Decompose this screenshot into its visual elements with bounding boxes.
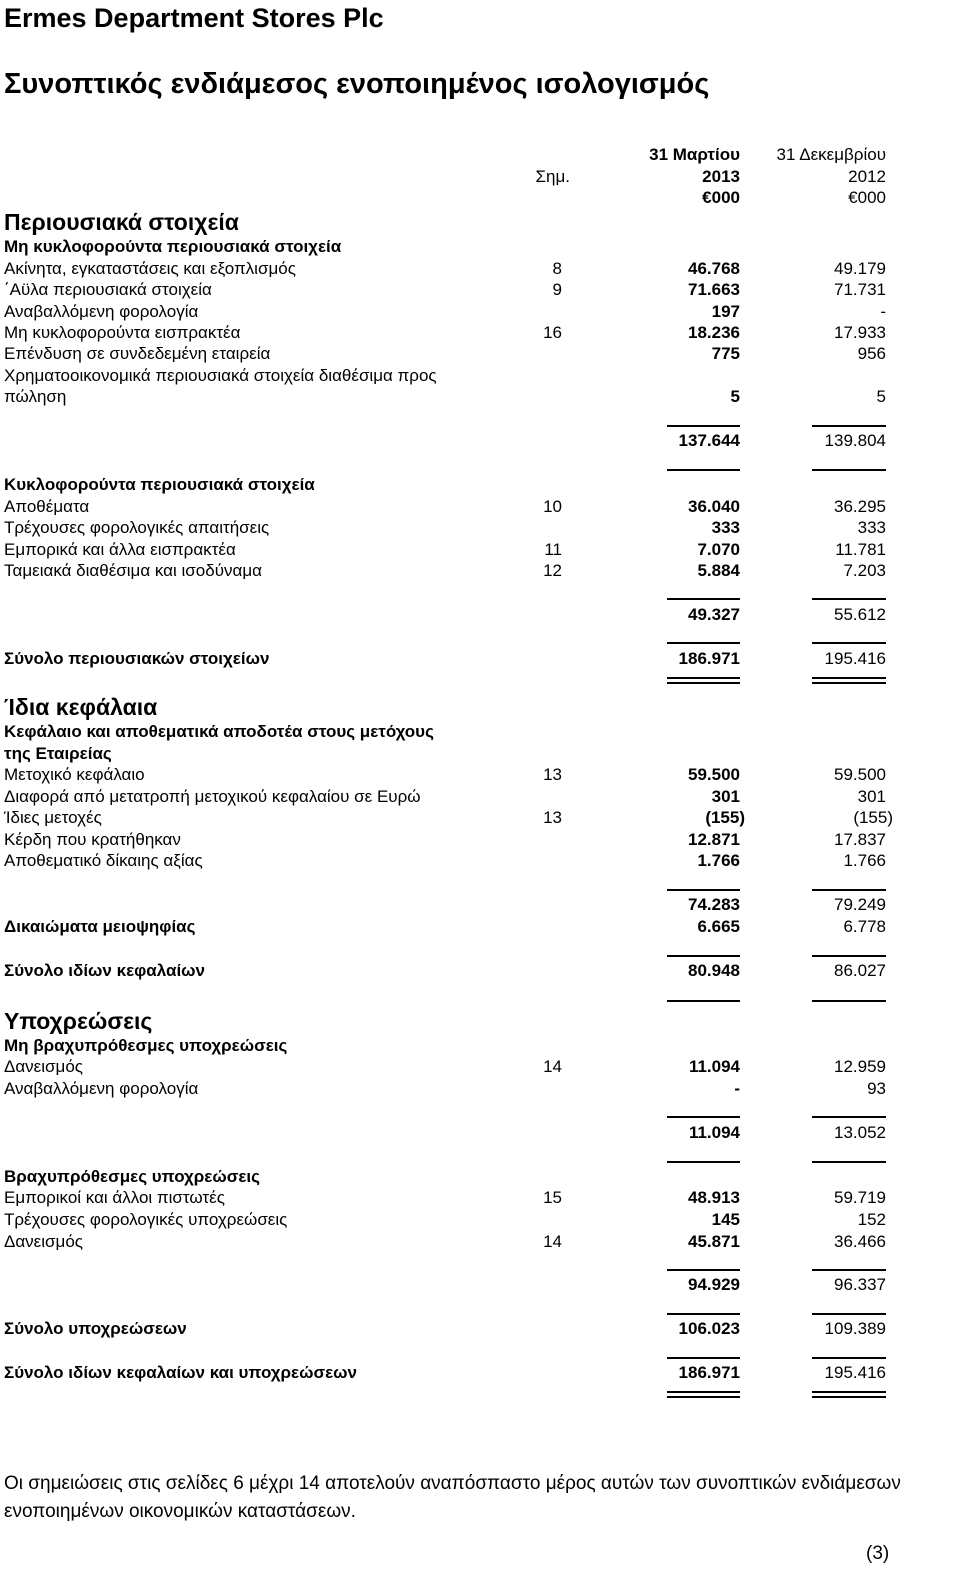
table-row <box>0 496 960 518</box>
row-value-2012: 17.933 <box>834 323 886 342</box>
table-row <box>0 539 960 561</box>
row-note: 8 <box>552 259 562 278</box>
subtotal-rule <box>667 1313 740 1315</box>
row-note: 14 <box>543 1232 562 1251</box>
subtotal-rule <box>812 642 886 644</box>
row-value-2012: 1.766 <box>843 851 886 870</box>
row-value-2012: 55.612 <box>834 605 886 624</box>
row-label: Χρηματοοικονομικά περιουσιακά στοιχεία διαθέσιμα προς <box>4 366 437 385</box>
row-value-2012: 333 <box>857 518 886 537</box>
col1-date-header: 31 Μαρτίου <box>649 145 740 164</box>
table-row <box>0 916 960 938</box>
row-label: Μη κυκλοφορούντα περιουσιακά στοιχεία <box>4 237 342 256</box>
row-value-2013: 5 <box>730 387 740 406</box>
subtotal-rule <box>667 1161 740 1163</box>
row-label: Κεφάλαιο και αποθεματικά αποδοτέα στους μετόχους <box>4 722 434 741</box>
page-number: (3) <box>866 1543 890 1564</box>
subtotal-rule <box>667 1269 740 1271</box>
row-value-2013: 775 <box>711 344 740 363</box>
col2-year-header: 2012 <box>848 167 886 186</box>
row-label: Τρέχουσες φορολογικές υποχρεώσεις <box>4 1210 288 1229</box>
row-label: Δανεισμός <box>4 1057 83 1076</box>
subtotal-rule <box>812 1000 886 1002</box>
row-label: Μετοχικό κεφάλαιο <box>4 765 145 784</box>
subtotal-rule <box>667 1116 740 1118</box>
row-note: 13 <box>543 808 562 827</box>
table-row <box>0 807 960 829</box>
subtotal-rule <box>667 425 740 427</box>
subtotal-rule <box>812 955 886 957</box>
grand-total-row <box>0 1362 960 1384</box>
row-value-2013: 71.663 <box>688 280 740 299</box>
total-row <box>0 1318 960 1340</box>
subtotal-rule <box>812 425 886 427</box>
row-label: Αποθεματικό δίκαιης αξίας <box>4 851 203 870</box>
row-label: Επένδυση σε συνδεδεμένη εταιρεία <box>4 344 271 363</box>
table-row <box>0 1231 960 1253</box>
table-row <box>0 1209 960 1231</box>
row-label: πώληση <box>4 387 67 406</box>
footnote: Οι σημειώσεις στις σελίδες 6 μέχρι 14 αποτελούν αναπόσπαστο μέρος αυτών των συνοπτικών ενδιάμεσων ενοποιημένων οικονομικών καταστάσεων. <box>4 1473 901 1522</box>
row-value-2013: 137.644 <box>678 431 740 450</box>
row-label: Δανεισμός <box>4 1232 83 1251</box>
row-value-2012: 79.249 <box>834 895 886 914</box>
row-value-2013: 301 <box>711 787 740 806</box>
row-value-2012: 152 <box>857 1210 886 1229</box>
row-label: Εμπορικά και άλλα εισπρακτέα <box>4 540 236 559</box>
row-label: Αναβαλλόμενη φορολογία <box>4 1079 199 1098</box>
row-value-2013: - <box>734 1079 740 1098</box>
subtotal-row <box>0 1122 960 1144</box>
section-liabilities: Υποχρεώσεις <box>4 1008 153 1034</box>
row-note: 13 <box>543 765 562 784</box>
table-row <box>0 1078 960 1100</box>
row-value-2013: 80.948 <box>688 961 740 980</box>
row-value-2012: 12.959 <box>834 1057 886 1076</box>
table-row <box>0 386 960 408</box>
document-title: Συνοπτικός ενδιάμεσος ενοποιημένος ισολογισμός <box>4 68 710 100</box>
row-value-2012: 6.778 <box>843 917 886 936</box>
row-note: 11 <box>544 540 562 559</box>
section-assets: Περιουσιακά στοιχεία <box>4 209 239 235</box>
row-label: Ταμειακά διαθέσιμα και ισοδύναμα <box>4 561 262 580</box>
row-note: 12 <box>543 561 562 580</box>
row-value-2012: 109.389 <box>824 1319 886 1338</box>
row-value-2012: 301 <box>857 787 886 806</box>
row-label: Εμπορικοί και άλλοι πιστωτές <box>4 1188 225 1207</box>
row-value-2013: 197 <box>711 302 740 321</box>
row-value-2012: 13.052 <box>834 1123 886 1142</box>
table-row <box>0 850 960 872</box>
table-row <box>0 258 960 280</box>
table-row <box>0 1187 960 1209</box>
row-note: 9 <box>552 280 562 299</box>
row-label: Αναβαλλόμενη φορολογία <box>4 302 199 321</box>
subtotal-row <box>0 430 960 452</box>
row-value-2013: 59.500 <box>688 765 740 784</box>
subtotal-rule <box>812 1357 886 1359</box>
table-row <box>0 743 960 765</box>
col1-unit-header: €000 <box>702 188 740 207</box>
row-value-2013: 74.283 <box>688 895 740 914</box>
table-row <box>0 365 960 387</box>
row-value-2013: 36.040 <box>688 497 740 516</box>
row-value-2012: 93 <box>867 1079 886 1098</box>
table-row <box>0 721 960 743</box>
table-row <box>0 764 960 786</box>
row-value-2012: (155) <box>853 808 893 827</box>
subtotal-rule <box>812 1161 886 1163</box>
subtotal-rule <box>812 1116 886 1118</box>
row-value-2012: 5 <box>876 387 886 406</box>
subtotal-rule <box>812 1313 886 1315</box>
subtotal-rule <box>812 469 886 471</box>
row-value-2013: 1.766 <box>697 851 740 870</box>
row-value-2013: 18.236 <box>688 323 740 342</box>
row-value-2012: 17.837 <box>834 830 886 849</box>
table-row <box>0 474 960 496</box>
row-label: Βραχυπρόθεσμες υποχρεώσεις <box>4 1167 260 1186</box>
table-row <box>0 343 960 365</box>
table-row <box>0 786 960 808</box>
table-row <box>0 1166 960 1188</box>
subtotal-row <box>0 604 960 626</box>
row-value-2013: 49.327 <box>688 605 740 624</box>
subtotal-row <box>0 1274 960 1296</box>
total-double-rule <box>667 1391 740 1398</box>
row-label: Σύνολο υποχρεώσεων <box>4 1319 187 1338</box>
table-row <box>0 1056 960 1078</box>
row-value-2013: 106.023 <box>678 1319 740 1338</box>
subtotal-rule <box>667 1357 740 1359</box>
row-value-2012: 36.466 <box>834 1232 886 1251</box>
col2-unit-header: €000 <box>848 188 886 207</box>
row-value-2012: 195.416 <box>824 1363 886 1382</box>
row-value-2013: 12.871 <box>688 830 740 849</box>
section-equity: Ίδια κεφάλαια <box>4 694 158 720</box>
row-value-2013: 145 <box>711 1210 740 1229</box>
row-label: Ίδιες μετοχές <box>4 808 102 827</box>
subtotal-rule <box>667 1000 740 1002</box>
row-value-2012: 59.500 <box>834 765 886 784</box>
total-double-rule <box>812 1391 886 1398</box>
row-value-2012: 96.337 <box>834 1275 886 1294</box>
subtotal-rule <box>812 1269 886 1271</box>
row-value-2012: 49.179 <box>834 259 886 278</box>
row-value-2013: 48.913 <box>688 1188 740 1207</box>
table-row <box>0 560 960 582</box>
row-label: Διαφορά από μετατροπή μετοχικού κεφαλαίου σε Ευρώ <box>4 787 421 806</box>
row-value-2013: 5.884 <box>697 561 740 580</box>
subtotal-rule <box>812 598 886 600</box>
row-value-2013: 11.094 <box>688 1057 740 1076</box>
row-value-2013: 94.929 <box>688 1275 740 1294</box>
col2-date-header: 31 Δεκεμβρίου <box>776 145 886 164</box>
row-label: Κέρδη που κρατήθηκαν <box>4 830 181 849</box>
row-value-2012: 86.027 <box>834 961 886 980</box>
row-label: της Εταιρείας <box>4 744 112 763</box>
subtotal-rule <box>667 598 740 600</box>
row-label: Σύνολο ιδίων κεφαλαίων <box>4 961 205 980</box>
row-value-2013: 186.971 <box>678 649 740 668</box>
row-label: Τρέχουσες φορολογικές απαιτήσεις <box>4 518 270 537</box>
row-value-2013: 45.871 <box>688 1232 740 1251</box>
table-row <box>0 517 960 539</box>
row-note: 15 <box>543 1188 562 1207</box>
row-value-2013: 46.768 <box>688 259 740 278</box>
row-label: Δικαιώματα μειοψηφίας <box>4 917 196 936</box>
row-value-2013: 6.665 <box>697 917 740 936</box>
row-value-2012: 11.781 <box>835 540 886 559</box>
row-label: Σύνολο ιδίων κεφαλαίων και υποχρεώσεων <box>4 1363 357 1382</box>
total-row <box>0 960 960 982</box>
note-column-header: Σημ. <box>535 167 570 186</box>
subtotal-rule <box>667 955 740 957</box>
row-label: ΄Αϋλα περιουσιακά στοιχεία <box>4 280 212 299</box>
subtotal-rule <box>667 469 740 471</box>
subtotal-rule <box>812 889 886 891</box>
row-label: Μη βραχυπρόθεσμες υποχρεώσεις <box>4 1036 288 1055</box>
row-label: Μη κυκλοφορούντα εισπρακτέα <box>4 323 241 342</box>
row-value-2013: (155) <box>705 808 745 827</box>
subtotal-rule <box>667 642 740 644</box>
row-value-2013: 186.971 <box>678 1363 740 1382</box>
row-value-2012: 956 <box>857 344 886 363</box>
table-row <box>0 301 960 323</box>
row-note: 10 <box>543 497 562 516</box>
company-name: Ermes Department Stores Plc <box>4 3 384 33</box>
row-value-2013: 7.070 <box>697 540 740 559</box>
row-value-2013: 333 <box>711 518 740 537</box>
row-label: Κυκλοφορούντα περιουσιακά στοιχεία <box>4 475 315 494</box>
table-row <box>0 236 960 258</box>
row-value-2012: 71.731 <box>834 280 886 299</box>
row-label: Αποθέματα <box>4 497 90 516</box>
row-value-2013: 11.094 <box>688 1123 740 1142</box>
row-value-2012: 36.295 <box>834 497 886 516</box>
row-value-2012: 7.203 <box>843 561 886 580</box>
table-row <box>0 322 960 344</box>
total-double-rule <box>812 677 886 684</box>
col1-year-header: 2013 <box>702 167 740 186</box>
subtotal-rule <box>667 889 740 891</box>
row-note: 16 <box>543 323 562 342</box>
row-value-2012: 139.804 <box>824 431 886 450</box>
row-label: Σύνολο περιουσιακών στοιχείων <box>4 649 270 668</box>
row-label: Ακίνητα, εγκαταστάσεις και εξοπλισμός <box>4 259 296 278</box>
table-row <box>0 829 960 851</box>
row-value-2012: 59.719 <box>834 1188 886 1207</box>
total-double-rule <box>667 677 740 684</box>
row-value-2012: - <box>880 302 886 321</box>
row-note: 14 <box>543 1057 562 1076</box>
total-row <box>0 648 960 670</box>
table-row <box>0 1035 960 1057</box>
subtotal-row <box>0 894 960 916</box>
table-row <box>0 279 960 301</box>
row-value-2012: 195.416 <box>824 649 886 668</box>
